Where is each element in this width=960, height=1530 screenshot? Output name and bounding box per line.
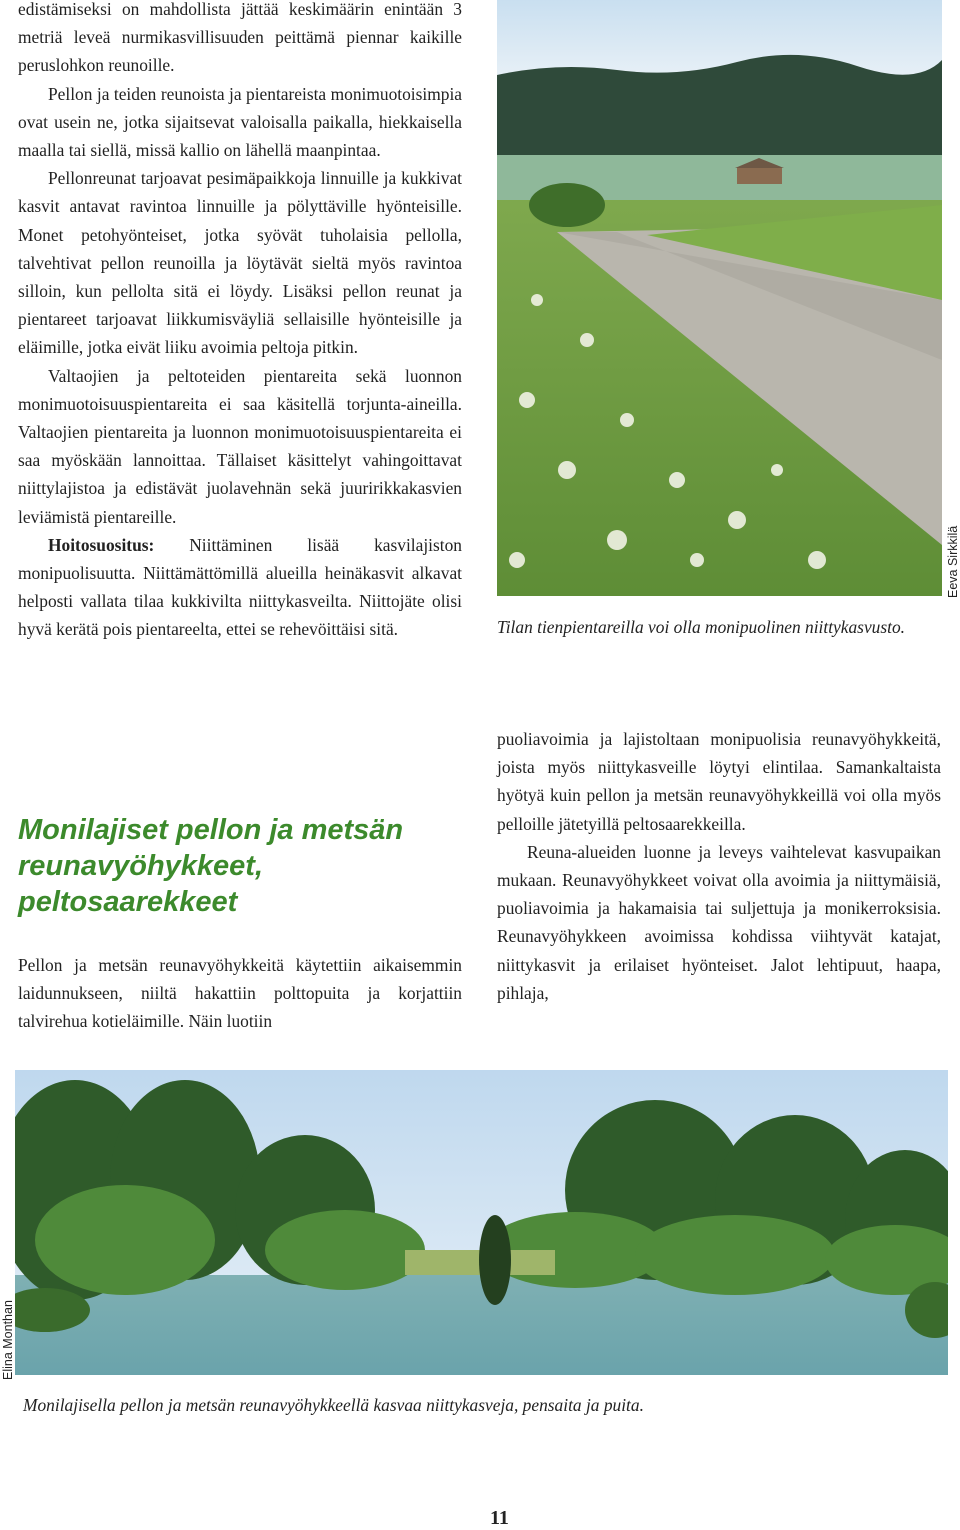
paragraph-text: Niittäminen lisää kasvilajiston monipuolisuutta. Niittämättömillä alueilla heinäkasvit alkavat helposti vallata tilaa kukkivilta niittykasveilta. Niittojäte olisi hyvä kerätä pois pientareelta, ettei se rehevöittäisi sitä. (18, 534, 462, 640)
paragraph (18, 80, 462, 165)
photo-credit-forest-edge: Elina Monthan (1, 1300, 15, 1380)
paragraph-text: Reuna-alueiden luonne ja leveys vaihtelevat kasvupaikan mukaan. Reunavyöhykkeet voivat olla avoimia ja niittymäisiä, puoliavoimia ja hakamaisia tai suljettuja ja monikerroksisia. Reunavyöhykkeen avoimissa kohdissa viihtyvät katajat, niittykasvit ja erilaiset hyönteiset. Jalot lehtipuut, haapa, pihlaja, (497, 841, 941, 1003)
photo-credit-meadow: Eeva Sirkkilä (946, 525, 960, 598)
paragraph (497, 838, 941, 1007)
paragraph (18, 951, 462, 1036)
section-heading: Monilajiset pellon ja metsän reunavyöhykkeet, peltosaarekkeet (18, 814, 404, 918)
paragraph-text: Pellon ja teiden reunoista ja pientareista monimuotoisimpia ovat usein ne, jotka sijaitsevat valoisalla paikalla, hiekkaisella maalla tai siellä, missä kallio on lähellä maanpintaa. (18, 83, 462, 161)
body-text-left-bottom (18, 951, 462, 1036)
paragraph-text: edistämiseksi on mahdollista jättää keskimäärin enintään 3 metriä leveä nurmikasvillisuuden peittämä piennar kaikille peruslohkon reunoille. (18, 0, 462, 76)
paragraph (18, 531, 462, 644)
paragraph (18, 362, 462, 531)
roadside-meadow-photo (497, 0, 942, 596)
page-number: 11 (490, 1507, 509, 1529)
paragraph (18, 0, 462, 80)
paragraph (18, 164, 462, 361)
body-text-right (497, 725, 941, 1007)
photo-caption-forest-edge: Monilajisella pellon ja metsän reunavyöhykkeellä kasvaa niittykasveja, pensaita ja puita. (23, 1395, 644, 1415)
paragraph (497, 725, 941, 838)
paragraph-text: Pellon ja metsän reunavyöhykkeitä käytettiin aikaisemmin laidunnukseen, niiltä hakattiin polttopuita ja korjattiin talvirehua kotieläimille. Näin luotiin (18, 955, 462, 1032)
body-text-left-top (18, 0, 462, 644)
forest-edge-photo (15, 1070, 948, 1375)
paragraph-text: Valtaojien ja peltoteiden pientareita sekä luonnon monimuotoisuuspientareita ei saa käsitellä torjunta-aineilla. Valtaojien pientareita ja luonnon monimuotoisuuspientareita ei saa myöskään lannoittaa. Tällaiset käsittelyt vahingoittavat niittylajistoa ja edistävät juolavehnän sekä juuririkkakasvien leviämistä pientareille. (18, 365, 462, 527)
photo-caption-meadow: Tilan tienpientareilla voi olla monipuolinen niittykasvusto. (497, 617, 905, 637)
paragraph-text: Pellonreunat tarjoavat pesimäpaikkoja linnuille ja kukkivat kasvit antavat ravintoa linnuille ja pölyttäville hyönteisille. Monet petohyönteiset, jotka syövät tuholaisia pellolla, talvehtivat pellon reunoilla ja löytävät sieltä myös ravintoa silloin, kun pellolta sitä ei löydy. Lisäksi pellon reunat ja pientareet tarjoavat liikkumisväyliä sellaisille hyönteisille ja eläimille, jotka eivät liiku avoimia peltoja pitkin. (18, 168, 462, 358)
paragraph-lead: Hoitosuositus: (48, 534, 155, 555)
paragraph-text: puoliavoimia ja lajistoltaan monipuolisia reunavyöhykkeitä, joista myös niittykasveille löytyi elintilaa. Samankaltaista hyötyä kuin pellon ja metsän reunavyöhykkeillä voi olla myös pelloille jätetyillä peltosaarekkeilla. (497, 729, 941, 834)
